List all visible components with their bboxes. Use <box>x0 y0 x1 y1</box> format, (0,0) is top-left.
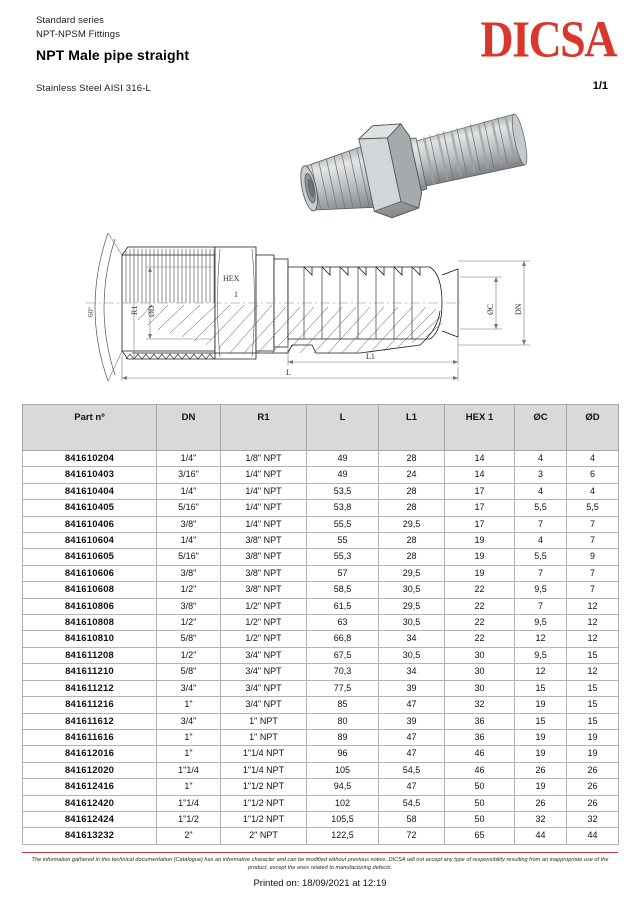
cell-r1: 1"1/2 NPT <box>221 779 307 795</box>
cell-r1: 3/8" NPT <box>221 582 307 598</box>
cell-hex1: 19 <box>445 533 515 549</box>
cell-part-no: 841610204 <box>23 451 157 467</box>
cell-l1: 47 <box>379 746 445 762</box>
drawing-label-l: L <box>286 368 291 377</box>
cell-dn: 1/2" <box>157 615 221 631</box>
cell-hex1: 22 <box>445 615 515 631</box>
cell-dn: 1/2" <box>157 582 221 598</box>
cell-oc: 12 <box>515 664 567 680</box>
cell-dn: 3/16" <box>157 467 221 483</box>
cell-part-no: 841611208 <box>23 647 157 663</box>
cell-l1: 28 <box>379 500 445 516</box>
dicsa-logo: DICSA <box>480 10 616 68</box>
table-body <box>23 451 619 845</box>
cell-part-no: 841610403 <box>23 467 157 483</box>
cell-od: 19 <box>567 746 619 762</box>
cell-r1: 3/8" NPT <box>221 549 307 565</box>
cell-part-no: 841611216 <box>23 697 157 713</box>
cell-r1: 1" NPT <box>221 729 307 745</box>
cell-od: 12 <box>567 664 619 680</box>
cell-l1: 28 <box>379 483 445 499</box>
cell-l1: 58 <box>379 811 445 827</box>
cell-od: 9 <box>567 549 619 565</box>
cell-l: 96 <box>307 746 379 762</box>
column-header-l: L <box>307 405 379 451</box>
table-row <box>23 779 619 795</box>
table-row <box>23 680 619 696</box>
cell-l1: 29,5 <box>379 565 445 581</box>
drawing-label-hex-num: 1 <box>234 290 238 299</box>
cell-l1: 29,5 <box>379 516 445 532</box>
cell-l: 89 <box>307 729 379 745</box>
cell-oc: 5,5 <box>515 500 567 516</box>
table-row <box>23 811 619 827</box>
cell-dn: 1"1/4 <box>157 795 221 811</box>
cell-l1: 34 <box>379 631 445 647</box>
cell-od: 32 <box>567 811 619 827</box>
cell-od: 12 <box>567 631 619 647</box>
cell-od: 7 <box>567 533 619 549</box>
cell-od: 12 <box>567 598 619 614</box>
cell-r1: 1/2" NPT <box>221 598 307 614</box>
cell-part-no: 841612020 <box>23 762 157 778</box>
cell-dn: 1" <box>157 779 221 795</box>
cell-l: 55,5 <box>307 516 379 532</box>
cell-l: 66,8 <box>307 631 379 647</box>
cell-od: 15 <box>567 680 619 696</box>
cell-part-no: 841611210 <box>23 664 157 680</box>
cell-l: 53,5 <box>307 483 379 499</box>
cell-oc: 32 <box>515 811 567 827</box>
drawing-label-r1: R1 <box>130 305 139 315</box>
cell-dn: 1"1/2 <box>157 811 221 827</box>
cell-part-no: 841611616 <box>23 729 157 745</box>
table-row <box>23 500 619 516</box>
table-row <box>23 697 619 713</box>
column-header-l1: L1 <box>379 405 445 451</box>
product-3d-render <box>270 108 540 228</box>
cell-part-no: 841610604 <box>23 533 157 549</box>
drawing-label-hex: HEX <box>223 274 240 283</box>
cell-r1: 1/4" NPT <box>221 500 307 516</box>
cell-dn: 1/4" <box>157 533 221 549</box>
legal-disclaimer: The information gathered in this technical documentation (Catalogue) has an informative character and can be modified without previous notice. DICSA will not accept any type of responsibility resulting from an inappropriate use of the product, except the ones related to manufacturing defects. <box>31 857 609 871</box>
table-row <box>23 647 619 663</box>
column-header-dn: DN <box>157 405 221 451</box>
footer-divider <box>22 852 618 853</box>
cell-dn: 1"1/4 <box>157 762 221 778</box>
cell-oc: 19 <box>515 729 567 745</box>
cell-l1: 54,5 <box>379 795 445 811</box>
cell-part-no: 841610605 <box>23 549 157 565</box>
drawing-label-dn: DN <box>514 303 523 315</box>
page-header <box>0 0 640 104</box>
cell-r1: 1"1/2 NPT <box>221 811 307 827</box>
cell-od: 15 <box>567 647 619 663</box>
cell-r1: 3/4" NPT <box>221 647 307 663</box>
cell-l: 80 <box>307 713 379 729</box>
cell-oc: 4 <box>515 451 567 467</box>
cell-od: 6 <box>567 467 619 483</box>
column-header-r1: R1 <box>221 405 307 451</box>
table-row <box>23 565 619 581</box>
cell-hex1: 36 <box>445 713 515 729</box>
table-row <box>23 467 619 483</box>
cell-l1: 39 <box>379 713 445 729</box>
cell-dn: 3/4" <box>157 680 221 696</box>
series-label: Standard series <box>36 15 105 26</box>
cell-l: 85 <box>307 697 379 713</box>
cell-oc: 19 <box>515 779 567 795</box>
cell-l1: 47 <box>379 729 445 745</box>
cell-hex1: 46 <box>445 762 515 778</box>
cell-part-no: 841610608 <box>23 582 157 598</box>
table-row <box>23 533 619 549</box>
cell-l1: 30,5 <box>379 647 445 663</box>
table-row <box>23 615 619 631</box>
table-row <box>23 598 619 614</box>
table-row <box>23 729 619 745</box>
cell-l1: 54,5 <box>379 762 445 778</box>
drawing-label-oc: ØC <box>486 303 495 315</box>
header-text-block <box>36 14 189 63</box>
cell-l: 55,3 <box>307 549 379 565</box>
cell-hex1: 17 <box>445 483 515 499</box>
cell-l1: 29,5 <box>379 598 445 614</box>
table-row <box>23 762 619 778</box>
cell-l: 58,5 <box>307 582 379 598</box>
cell-part-no: 841610405 <box>23 500 157 516</box>
cell-part-no: 841610808 <box>23 615 157 631</box>
cell-r1: 1/4" NPT <box>221 467 307 483</box>
cell-r1: 3/4" NPT <box>221 680 307 696</box>
cell-r1: 1" NPT <box>221 713 307 729</box>
cell-dn: 5/8" <box>157 631 221 647</box>
cell-l1: 28 <box>379 549 445 565</box>
cell-hex1: 30 <box>445 680 515 696</box>
table-row <box>23 451 619 467</box>
cell-oc: 7 <box>515 598 567 614</box>
table-row <box>23 516 619 532</box>
cell-part-no: 841610406 <box>23 516 157 532</box>
cell-dn: 1" <box>157 697 221 713</box>
cell-l: 122,5 <box>307 828 379 844</box>
cell-l: 70,3 <box>307 664 379 680</box>
cell-r1: 3/8" NPT <box>221 565 307 581</box>
page-number: 1/1 <box>592 80 608 92</box>
cell-l: 63 <box>307 615 379 631</box>
cell-dn: 1/4" <box>157 451 221 467</box>
page-footer <box>0 852 640 889</box>
cell-oc: 26 <box>515 795 567 811</box>
technical-drawing <box>60 225 590 390</box>
cell-od: 26 <box>567 795 619 811</box>
cell-part-no: 841613232 <box>23 828 157 844</box>
table-row <box>23 549 619 565</box>
table-row <box>23 828 619 844</box>
fitting-family-label: NPT-NPSM Fittings <box>36 29 121 40</box>
cell-dn: 3/4" <box>157 713 221 729</box>
table-row <box>23 483 619 499</box>
cell-part-no: 841612416 <box>23 779 157 795</box>
cell-dn: 1/2" <box>157 647 221 663</box>
cell-od: 26 <box>567 762 619 778</box>
cell-oc: 12 <box>515 631 567 647</box>
cell-l: 105,5 <box>307 811 379 827</box>
column-header-od: ØD <box>567 405 619 451</box>
cell-oc: 9,5 <box>515 615 567 631</box>
cell-r1: 3/4" NPT <box>221 664 307 680</box>
cell-l1: 39 <box>379 680 445 696</box>
cell-dn: 5/8" <box>157 664 221 680</box>
cell-l: 67,5 <box>307 647 379 663</box>
cell-l1: 30,5 <box>379 615 445 631</box>
cell-l1: 47 <box>379 697 445 713</box>
cell-hex1: 32 <box>445 697 515 713</box>
cell-r1: 3/4" NPT <box>221 697 307 713</box>
cell-hex1: 14 <box>445 467 515 483</box>
cell-l: 53,8 <box>307 500 379 516</box>
cell-hex1: 50 <box>445 811 515 827</box>
cell-od: 7 <box>567 565 619 581</box>
cell-r1: 1/2" NPT <box>221 631 307 647</box>
cell-hex1: 46 <box>445 746 515 762</box>
cell-l: 57 <box>307 565 379 581</box>
cell-od: 15 <box>567 697 619 713</box>
column-header-hex1: HEX 1 <box>445 405 515 451</box>
cell-dn: 1" <box>157 746 221 762</box>
cell-hex1: 22 <box>445 582 515 598</box>
cell-part-no: 841610806 <box>23 598 157 614</box>
cell-r1: 2" NPT <box>221 828 307 844</box>
cell-oc: 7 <box>515 516 567 532</box>
material-label: Stainless Steel AISI 316-L <box>36 83 152 94</box>
cell-hex1: 30 <box>445 647 515 663</box>
table-row <box>23 746 619 762</box>
cell-l1: 24 <box>379 467 445 483</box>
table-row <box>23 582 619 598</box>
drawing-label-angle: 60° <box>87 307 95 317</box>
cell-r1: 1/8" NPT <box>221 451 307 467</box>
table-row <box>23 664 619 680</box>
cell-l1: 72 <box>379 828 445 844</box>
cell-part-no: 841612424 <box>23 811 157 827</box>
column-header-part-no: Part nº <box>23 405 157 451</box>
cell-part-no: 841610404 <box>23 483 157 499</box>
cell-r1: 1"1/4 NPT <box>221 762 307 778</box>
cell-part-no: 841612420 <box>23 795 157 811</box>
cell-part-no: 841611612 <box>23 713 157 729</box>
cell-hex1: 50 <box>445 795 515 811</box>
cell-od: 5,5 <box>567 500 619 516</box>
cell-hex1: 50 <box>445 779 515 795</box>
table-header-row <box>23 405 619 451</box>
cell-oc: 15 <box>515 680 567 696</box>
cell-part-no: 841612016 <box>23 746 157 762</box>
cell-oc: 3 <box>515 467 567 483</box>
cell-dn: 2" <box>157 828 221 844</box>
cell-oc: 4 <box>515 483 567 499</box>
cell-oc: 26 <box>515 762 567 778</box>
cell-l1: 47 <box>379 779 445 795</box>
cell-hex1: 19 <box>445 565 515 581</box>
cell-l: 55 <box>307 533 379 549</box>
cell-hex1: 22 <box>445 598 515 614</box>
cell-r1: 1/4" NPT <box>221 483 307 499</box>
cell-r1: 1/2" NPT <box>221 615 307 631</box>
cell-od: 4 <box>567 483 619 499</box>
cell-dn: 3/8" <box>157 598 221 614</box>
cell-hex1: 19 <box>445 549 515 565</box>
cell-l: 77,5 <box>307 680 379 696</box>
cell-part-no: 841611212 <box>23 680 157 696</box>
cell-l: 61,5 <box>307 598 379 614</box>
cell-od: 15 <box>567 713 619 729</box>
cell-dn: 1" <box>157 729 221 745</box>
cell-od: 44 <box>567 828 619 844</box>
drawing-label-od: ØD <box>147 305 156 317</box>
cell-l1: 34 <box>379 664 445 680</box>
page-title: NPT Male pipe straight <box>36 47 190 63</box>
cell-oc: 9,5 <box>515 582 567 598</box>
cell-od: 12 <box>567 615 619 631</box>
cell-r1: 1/4" NPT <box>221 516 307 532</box>
cell-dn: 1/4" <box>157 483 221 499</box>
cell-oc: 7 <box>515 565 567 581</box>
cell-l1: 30,5 <box>379 582 445 598</box>
specifications-table <box>22 404 618 845</box>
cell-oc: 19 <box>515 697 567 713</box>
cell-od: 26 <box>567 779 619 795</box>
cell-r1: 1"1/4 NPT <box>221 746 307 762</box>
cell-oc: 19 <box>515 746 567 762</box>
table-row <box>23 795 619 811</box>
cell-hex1: 30 <box>445 664 515 680</box>
cell-part-no: 841610606 <box>23 565 157 581</box>
cell-oc: 44 <box>515 828 567 844</box>
cell-r1: 3/8" NPT <box>221 533 307 549</box>
cell-hex1: 65 <box>445 828 515 844</box>
cell-l: 49 <box>307 467 379 483</box>
cell-od: 7 <box>567 582 619 598</box>
cell-oc: 4 <box>515 533 567 549</box>
cell-oc: 9,5 <box>515 647 567 663</box>
cell-oc: 5,5 <box>515 549 567 565</box>
cell-od: 4 <box>567 451 619 467</box>
cell-dn: 5/16" <box>157 500 221 516</box>
cell-l: 94,5 <box>307 779 379 795</box>
cell-oc: 15 <box>515 713 567 729</box>
cell-od: 7 <box>567 516 619 532</box>
table-row <box>23 713 619 729</box>
cell-dn: 5/16" <box>157 549 221 565</box>
cell-dn: 3/8" <box>157 516 221 532</box>
cell-hex1: 17 <box>445 500 515 516</box>
cell-part-no: 841610810 <box>23 631 157 647</box>
cell-dn: 3/8" <box>157 565 221 581</box>
column-header-oc: ØC <box>515 405 567 451</box>
cell-l: 49 <box>307 451 379 467</box>
table-row <box>23 631 619 647</box>
cell-hex1: 17 <box>445 516 515 532</box>
cell-hex1: 14 <box>445 451 515 467</box>
cell-hex1: 22 <box>445 631 515 647</box>
cell-l1: 28 <box>379 533 445 549</box>
cell-l: 102 <box>307 795 379 811</box>
cell-l: 105 <box>307 762 379 778</box>
cell-od: 19 <box>567 729 619 745</box>
printed-on-label: Printed on: 18/09/2021 at 12:19 <box>253 878 387 890</box>
drawing-label-l1: L1 <box>366 352 375 361</box>
cell-r1: 1"1/2 NPT <box>221 795 307 811</box>
cell-l1: 28 <box>379 451 445 467</box>
cell-hex1: 36 <box>445 729 515 745</box>
